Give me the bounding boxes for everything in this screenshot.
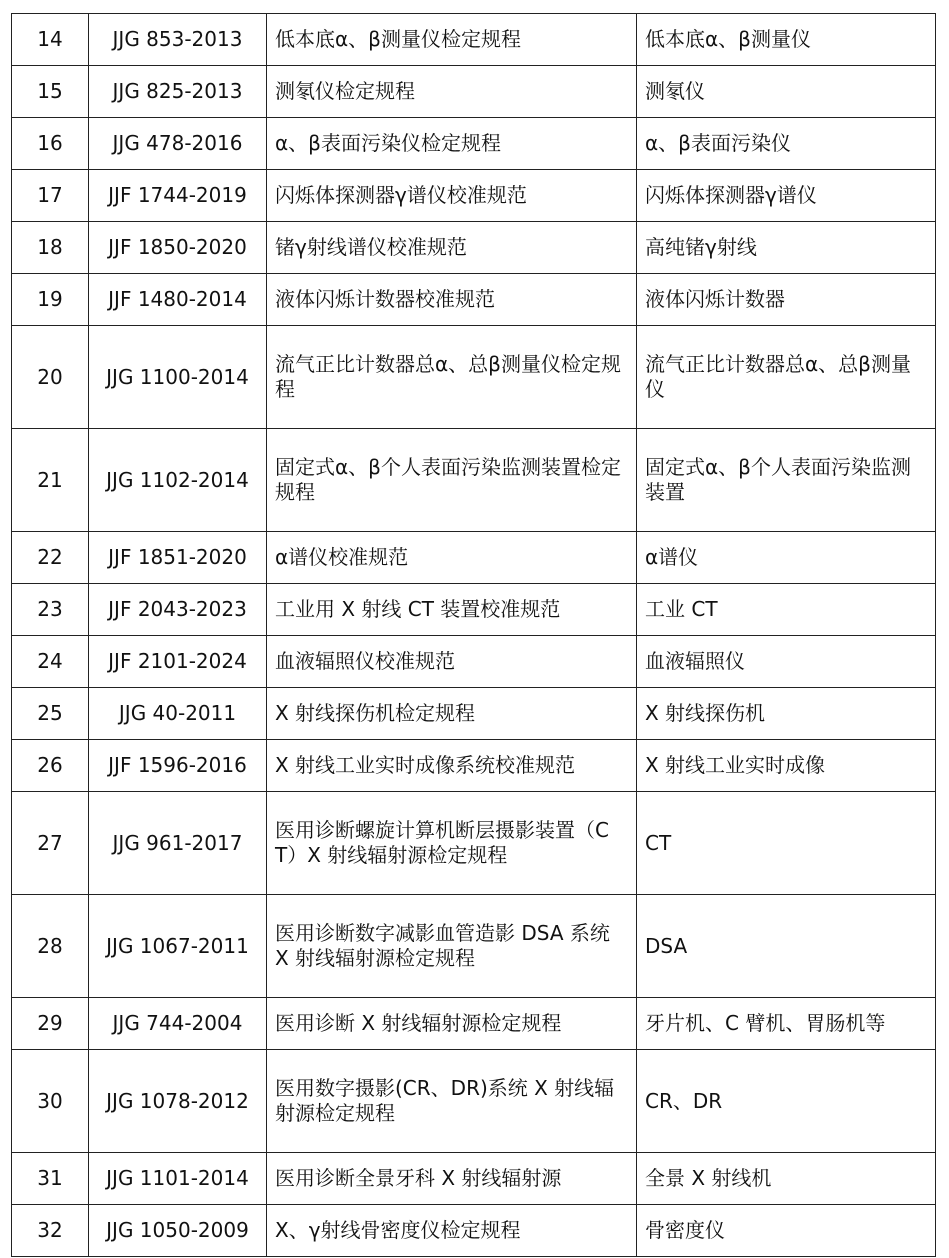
row-number-cell: 21 xyxy=(12,429,89,532)
table-row xyxy=(12,14,936,66)
row-number-cell: 31 xyxy=(12,1153,89,1205)
standard-code-cell: JJG 853-2013 xyxy=(89,14,267,66)
standard-name-cell: X 射线探伤机检定规程 xyxy=(267,688,637,740)
standard-name-cell: 流气正比计数器总α、总β测量仪检定规程 xyxy=(267,326,637,429)
standard-name-cell: 工业用 X 射线 CT 装置校准规范 xyxy=(267,584,637,636)
row-number-cell: 18 xyxy=(12,222,89,274)
table-row xyxy=(12,584,936,636)
row-number-cell: 32 xyxy=(12,1205,89,1257)
device-name-cell: 液体闪烁计数器 xyxy=(637,274,936,326)
device-name-cell: 牙片机、C 臂机、胃肠机等 xyxy=(637,998,936,1050)
table-row xyxy=(12,326,936,429)
standard-code-cell: JJF 2101-2024 xyxy=(89,636,267,688)
table-row xyxy=(12,740,936,792)
row-number-cell: 25 xyxy=(12,688,89,740)
device-name-cell: 固定式α、β个人表面污染监测装置 xyxy=(637,429,936,532)
standard-name-cell: 医用诊断螺旋计算机断层摄影装置（CT）X 射线辐射源检定规程 xyxy=(267,792,637,895)
row-number-cell: 24 xyxy=(12,636,89,688)
table-row xyxy=(12,429,936,532)
standard-code-cell: JJG 961-2017 xyxy=(89,792,267,895)
device-name-cell: 全景 X 射线机 xyxy=(637,1153,936,1205)
device-name-cell: 闪烁体探测器γ谱仪 xyxy=(637,170,936,222)
row-number-cell: 14 xyxy=(12,14,89,66)
standard-name-cell: α谱仪校准规范 xyxy=(267,532,637,584)
table-row xyxy=(12,792,936,895)
table-row xyxy=(12,895,936,998)
standard-code-cell: JJF 1480-2014 xyxy=(89,274,267,326)
table-row xyxy=(12,1205,936,1257)
standard-code-cell: JJG 478-2016 xyxy=(89,118,267,170)
table-row xyxy=(12,1050,936,1153)
standard-code-cell: JJG 744-2004 xyxy=(89,998,267,1050)
standard-code-cell: JJG 1102-2014 xyxy=(89,429,267,532)
standard-code-cell: JJF 1850-2020 xyxy=(89,222,267,274)
row-number-cell: 17 xyxy=(12,170,89,222)
table-row xyxy=(12,170,936,222)
standard-code-cell: JJF 1744-2019 xyxy=(89,170,267,222)
standard-name-cell: 锗γ射线谱仪校准规范 xyxy=(267,222,637,274)
table-row xyxy=(12,1153,936,1205)
table-row xyxy=(12,998,936,1050)
device-name-cell: α谱仪 xyxy=(637,532,936,584)
standard-name-cell: 医用诊断 X 射线辐射源检定规程 xyxy=(267,998,637,1050)
standard-name-cell: X、γ射线骨密度仪检定规程 xyxy=(267,1205,637,1257)
device-name-cell: CT xyxy=(637,792,936,895)
row-number-cell: 20 xyxy=(12,326,89,429)
device-name-cell: X 射线探伤机 xyxy=(637,688,936,740)
table-row xyxy=(12,636,936,688)
standard-name-cell: 低本底α、β测量仪检定规程 xyxy=(267,14,637,66)
standard-name-cell: X 射线工业实时成像系统校准规范 xyxy=(267,740,637,792)
standard-code-cell: JJF 2043-2023 xyxy=(89,584,267,636)
row-number-cell: 29 xyxy=(12,998,89,1050)
device-name-cell: 高纯锗γ射线 xyxy=(637,222,936,274)
device-name-cell: 血液辐照仪 xyxy=(637,636,936,688)
device-name-cell: DSA xyxy=(637,895,936,998)
standards-table xyxy=(11,13,936,1257)
table-row xyxy=(12,688,936,740)
standard-code-cell: JJF 1596-2016 xyxy=(89,740,267,792)
standard-name-cell: 液体闪烁计数器校准规范 xyxy=(267,274,637,326)
standard-name-cell: 医用诊断数字减影血管造影 DSA 系统 X 射线辐射源检定规程 xyxy=(267,895,637,998)
standards-table-body xyxy=(12,14,936,1257)
device-name-cell: 工业 CT xyxy=(637,584,936,636)
device-name-cell: α、β表面污染仪 xyxy=(637,118,936,170)
standards-table-container xyxy=(11,13,935,1257)
table-row xyxy=(12,66,936,118)
row-number-cell: 26 xyxy=(12,740,89,792)
row-number-cell: 16 xyxy=(12,118,89,170)
row-number-cell: 23 xyxy=(12,584,89,636)
table-row xyxy=(12,532,936,584)
standard-name-cell: 闪烁体探测器γ谱仪校准规范 xyxy=(267,170,637,222)
row-number-cell: 19 xyxy=(12,274,89,326)
row-number-cell: 27 xyxy=(12,792,89,895)
device-name-cell: X 射线工业实时成像 xyxy=(637,740,936,792)
device-name-cell: 低本底α、β测量仪 xyxy=(637,14,936,66)
standard-code-cell: JJG 1067-2011 xyxy=(89,895,267,998)
row-number-cell: 22 xyxy=(12,532,89,584)
table-row xyxy=(12,222,936,274)
standard-code-cell: JJF 1851-2020 xyxy=(89,532,267,584)
standard-name-cell: 医用诊断全景牙科 X 射线辐射源 xyxy=(267,1153,637,1205)
standard-name-cell: 血液辐照仪校准规范 xyxy=(267,636,637,688)
standard-code-cell: JJG 40-2011 xyxy=(89,688,267,740)
standard-code-cell: JJG 1050-2009 xyxy=(89,1205,267,1257)
standard-code-cell: JJG 1100-2014 xyxy=(89,326,267,429)
standard-name-cell: 固定式α、β个人表面污染监测装置检定规程 xyxy=(267,429,637,532)
table-row xyxy=(12,274,936,326)
table-row xyxy=(12,118,936,170)
device-name-cell: 流气正比计数器总α、总β测量仪 xyxy=(637,326,936,429)
standard-code-cell: JJG 825-2013 xyxy=(89,66,267,118)
standard-name-cell: 测氡仪检定规程 xyxy=(267,66,637,118)
device-name-cell: CR、DR xyxy=(637,1050,936,1153)
device-name-cell: 测氡仪 xyxy=(637,66,936,118)
standard-name-cell: α、β表面污染仪检定规程 xyxy=(267,118,637,170)
standard-code-cell: JJG 1101-2014 xyxy=(89,1153,267,1205)
standard-name-cell: 医用数字摄影(CR、DR)系统 X 射线辐射源检定规程 xyxy=(267,1050,637,1153)
row-number-cell: 30 xyxy=(12,1050,89,1153)
row-number-cell: 28 xyxy=(12,895,89,998)
row-number-cell: 15 xyxy=(12,66,89,118)
device-name-cell: 骨密度仪 xyxy=(637,1205,936,1257)
standard-code-cell: JJG 1078-2012 xyxy=(89,1050,267,1153)
